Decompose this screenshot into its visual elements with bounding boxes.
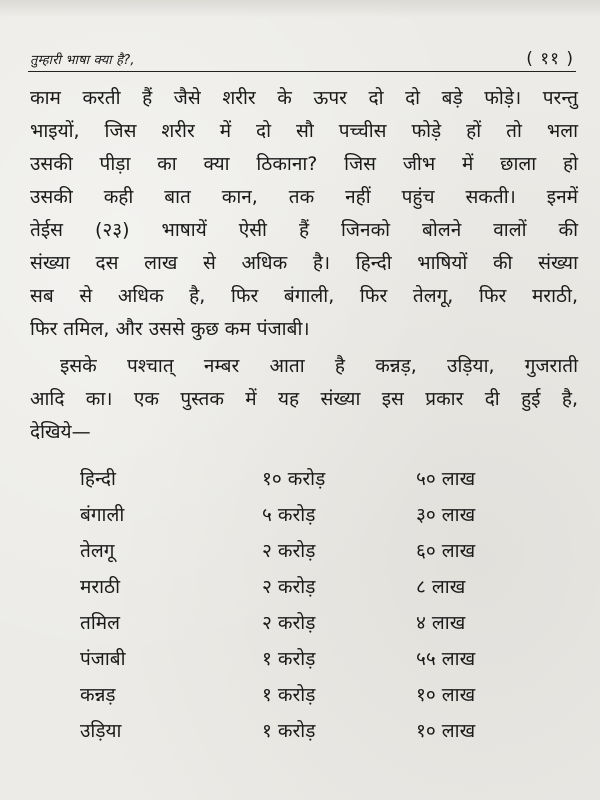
- text-line: आदि का। एक पुस्तक में यह संख्या इस प्रकार दी हुई है,: [30, 388, 578, 410]
- language-cell: कन्नड़: [80, 684, 116, 706]
- text-line: काम करती हैं जैसे शरीर के ऊपर दो दो बड़े फोड़े। परन्तु: [30, 87, 578, 109]
- crore-cell: २ करोड़: [262, 576, 316, 598]
- text-line: देखिये—: [30, 421, 91, 443]
- lakh-cell: १० लाख: [416, 720, 476, 742]
- crore-cell: १ करोड़: [262, 720, 316, 742]
- page-number: ( ११ ): [526, 49, 574, 69]
- text-line: तेईस (२३) भाषायें ऐसी हैं जिनको बोलने वालों की: [30, 219, 578, 241]
- page-edge-shadow: [0, 0, 600, 18]
- crore-cell: २ करोड़: [262, 612, 316, 634]
- lakh-cell: ३० लाख: [416, 504, 476, 526]
- text-line: इसके पश्चात् नम्बर आता है कन्नड़, उड़िया, गुजराती: [60, 355, 578, 377]
- lakh-cell: ५० लाख: [416, 468, 476, 490]
- lakh-cell: ८ लाख: [416, 576, 466, 598]
- language-cell: तमिल: [80, 612, 120, 634]
- running-title: तुम्हारी भाषा क्या है?,: [30, 53, 135, 68]
- text-line: उसकी कही बात कान, तक नहीं पहुंच सकती। इनमें: [30, 186, 578, 208]
- table-row: [0, 678, 600, 712]
- table-row: [0, 534, 600, 568]
- table-row: [0, 642, 600, 676]
- table-row: [0, 498, 600, 532]
- lakh-cell: ४ लाख: [416, 612, 466, 634]
- table-row: [0, 462, 600, 496]
- crore-cell: १० करोड़: [262, 468, 326, 490]
- language-cell: उड़िया: [80, 720, 122, 742]
- table-row: [0, 570, 600, 604]
- language-cell: बंगाली: [80, 504, 125, 526]
- paragraph-1: [30, 82, 578, 346]
- lakh-cell: १० लाख: [416, 684, 476, 706]
- text-line: उसकी पीड़ा का क्या ठिकाना? जिस जीभ में छाला हो: [30, 153, 578, 175]
- text-line: सब से अधिक है, फिर बंगाली, फिर तेलगू, फिर मराठी,: [30, 285, 578, 307]
- table-row: [0, 606, 600, 640]
- body-text: [30, 82, 578, 449]
- language-cell: मराठी: [80, 576, 121, 598]
- text-line: संख्या दस लाख से अधिक है। हिन्दी भाषियों की संख्या: [30, 252, 578, 274]
- lakh-cell: ५५ लाख: [416, 648, 476, 670]
- language-cell: तेलगू: [80, 540, 115, 562]
- language-cell: हिन्दी: [80, 468, 116, 490]
- crore-cell: २ करोड़: [262, 540, 316, 562]
- crore-cell: ५ करोड़: [262, 504, 316, 526]
- table-row: [0, 714, 600, 748]
- crore-cell: १ करोड़: [262, 648, 316, 670]
- text-line: फिर तमिल, और उससे कुछ कम पंजाबी।: [30, 318, 310, 340]
- header-rule: [28, 71, 576, 72]
- lakh-cell: ६० लाख: [416, 540, 476, 562]
- paragraph-2: [30, 350, 578, 449]
- page-header: [28, 46, 576, 70]
- crore-cell: १ करोड़: [262, 684, 316, 706]
- text-line: भाइयों, जिस शरीर में दो सौ पच्चीस फोड़े हों तो भला: [30, 120, 578, 142]
- language-cell: पंजाबी: [80, 648, 126, 670]
